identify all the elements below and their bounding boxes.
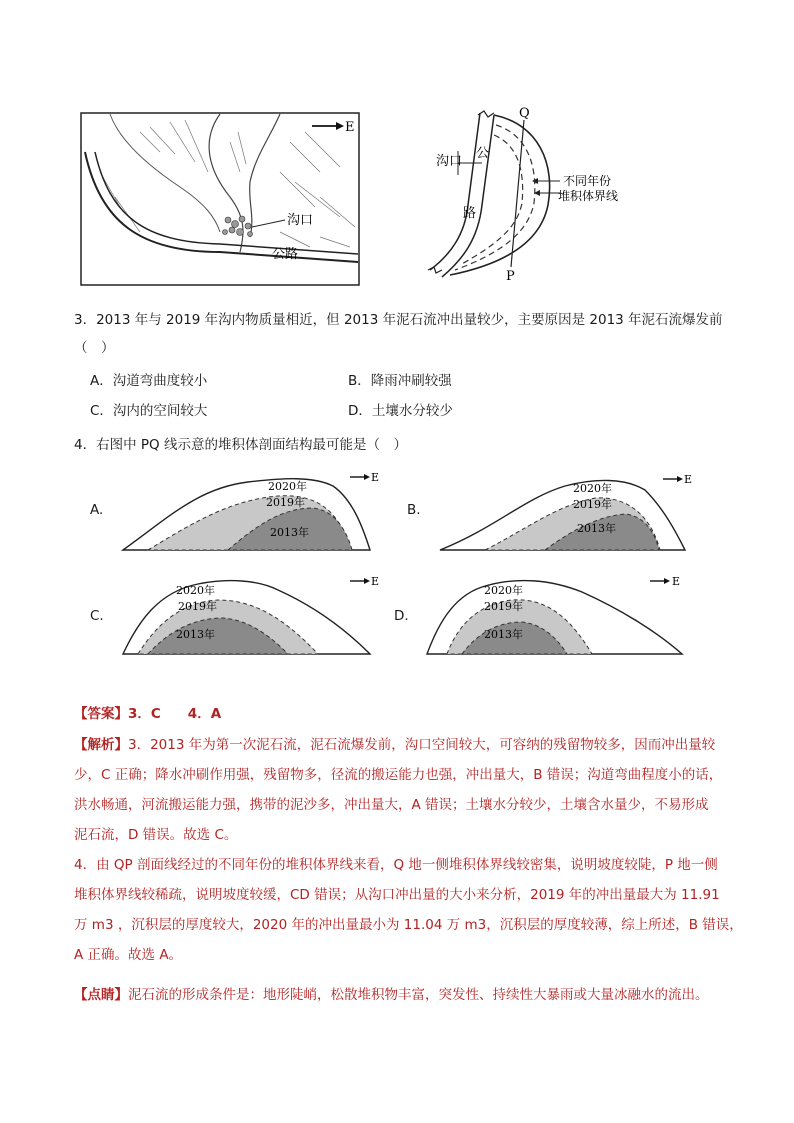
road-char-2: 路 — [463, 206, 477, 221]
east-label: E — [345, 120, 355, 135]
q4-option-c[interactable] — [88, 572, 378, 660]
terrain-sketch-figure — [80, 112, 360, 286]
panel-d-profile — [422, 572, 692, 660]
analysis-p4-line-4: A 正确。故选 A。 — [74, 947, 183, 963]
panel-a-profile — [118, 468, 378, 556]
analysis-p4-line-1: 4．由 QP 剖面线经过的不同年份的堆积体界线来看，Q 地一侧堆积体界线较密集，说明坡度较陡，P 地一侧 — [74, 857, 718, 873]
gully-label: 沟口 — [287, 213, 314, 228]
panel-b-profile — [435, 468, 695, 556]
analysis-p4-line-2: 堆积体界线较稀疏，说明坡度较缓，CD 错误；从沟口冲出量的大小来分析，2019 年的冲出量最大为 11.91 — [74, 887, 720, 903]
analysis-p3-line-2: 少，C 正确；降水冲刷作用强，残留物多，径流的搬运能力也强，冲出量大，B 错误；沟道弯曲程度小的话， — [74, 767, 723, 783]
panel-a-2019: 2019年 — [266, 496, 305, 509]
panel-d-2013: 2013年 — [484, 628, 523, 641]
comment-text: 泥石流的形成条件是：地形陡峭，松散堆积物丰富，突发性、持续性大暴雨或大量冰融水的流出。 — [128, 987, 709, 1003]
plan-view-figure — [420, 105, 650, 285]
panel-b-2019: 2019年 — [573, 498, 612, 511]
q3-paren: （ ） — [74, 340, 115, 356]
analysis-block — [74, 730, 743, 970]
q-label: Q — [519, 106, 530, 121]
panel-a-east: E — [371, 471, 380, 484]
panel-b-letter: B. — [407, 502, 421, 518]
panel-d-2019: 2019年 — [484, 600, 523, 613]
q3-option-d[interactable]: D．土壤水分较少 — [348, 403, 453, 419]
analysis-p3-line-4: 泥石流，D 错误。故选 C。 — [74, 827, 238, 843]
road-label: 公路 — [272, 247, 299, 262]
panel-c-2013: 2013年 — [176, 628, 215, 641]
panel-b-2013: 2013年 — [577, 522, 616, 535]
q4-option-b[interactable] — [405, 468, 695, 556]
panel-a-2020: 2020年 — [268, 480, 307, 493]
panel-d-2020: 2020年 — [484, 584, 523, 597]
panel-d-east: E — [672, 575, 681, 588]
q3-stem: 3．2013 年与 2019 年沟内物质量相近，但 2013 年泥石流冲出量较少，主要原因是 2013 年泥石流爆发前 — [74, 312, 723, 328]
panel-d-letter: D. — [394, 608, 409, 624]
analysis-p3-line-1: 3．2013 年为第一次泥石流，泥石流爆发前，沟口空间较大，可容纳的残留物较多，因而冲出量较 — [128, 737, 716, 753]
panel-c-2019: 2019年 — [178, 600, 217, 613]
q3-option-c[interactable]: C．沟内的空间较大 — [90, 403, 208, 419]
legend-line-1: 不同年份 — [563, 174, 612, 188]
comment-line — [74, 980, 709, 1010]
analysis-p4-line-3: 万 m3 ，沉积层的厚度较大，2020 年的冲出量最小为 11.04 万 m3，沉积层的厚度较薄，综上所述，B 错误， — [74, 917, 743, 933]
legend-line-2: 堆积体界线 — [558, 189, 619, 203]
q4-option-a[interactable] — [88, 468, 378, 556]
road-char-1: 公 — [476, 146, 490, 161]
analysis-p3-line-3: 洪水畅通，河流搬运能力强，携带的泥沙多，冲出量大，A 错误；土壤水分较少，土壤含水量少，不易形成 — [74, 797, 709, 813]
q3-option-b[interactable]: B．降雨冲刷较强 — [348, 373, 452, 389]
terrain-sketch-svg — [80, 112, 360, 286]
analysis-line-1 — [74, 730, 724, 760]
gully-mouth-label: 沟口 — [436, 154, 463, 169]
panel-c-east: E — [371, 575, 380, 588]
q3-option-a[interactable]: A．沟道弯曲度较小 — [90, 373, 208, 389]
panel-c-letter: C. — [90, 608, 104, 624]
panel-c-profile — [118, 572, 378, 660]
panel-a-letter: A. — [90, 502, 104, 518]
panel-b-2020: 2020年 — [573, 482, 612, 495]
comment-tag: 【点睛】 — [74, 987, 128, 1003]
p-label: P — [506, 269, 515, 284]
panel-c-2020: 2020年 — [176, 584, 215, 597]
answer-text: 3．C 4．A — [128, 706, 222, 722]
plan-view-svg — [420, 105, 650, 285]
q4-option-d[interactable] — [392, 572, 692, 660]
answer-line — [74, 699, 221, 729]
q4-stem: 4．右图中 PQ 线示意的堆积体剖面结构最可能是（ ） — [74, 437, 407, 453]
analysis-tag: 【解析】 — [74, 737, 128, 753]
answer-tag: 【答案】 — [74, 706, 128, 722]
panel-a-2013: 2013年 — [270, 526, 309, 539]
panel-b-east: E — [684, 473, 693, 486]
